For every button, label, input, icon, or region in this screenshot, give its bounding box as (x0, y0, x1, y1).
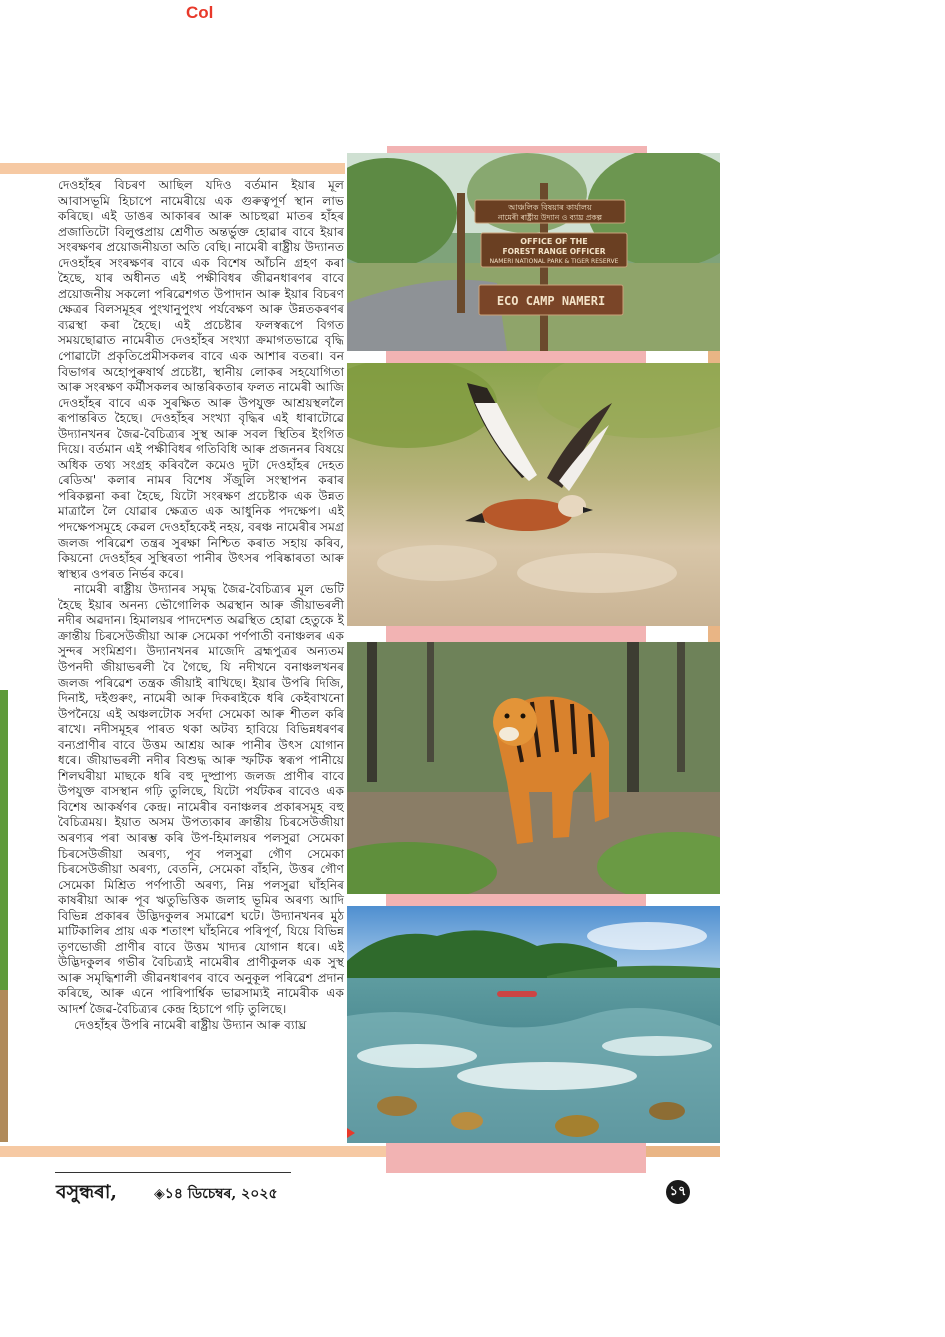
pink-band-2 (386, 626, 646, 642)
sign-line-1: আঞ্চলিক বিষয়াৰ কাৰ্যালয় (508, 203, 592, 212)
page-number: ১৭ (666, 1180, 690, 1204)
sign-office-2: FOREST RANGE OFFICER (502, 247, 606, 256)
bottom-pink-band (386, 1143, 646, 1173)
left-edge-photo-bleed (0, 690, 8, 1142)
pink-band-1 (386, 351, 646, 363)
sign-office-1: OFFICE OF THE (520, 237, 588, 246)
article-body (58, 178, 344, 1033)
column-label: Col (186, 3, 214, 22)
bottom-tan-band (646, 1146, 720, 1157)
article-paragraph: দেওহাঁহৰ উপৰি নামেৰী ৰাষ্ট্ৰীয় উদ্যান আৰু ব্যাঘ্ৰ (74, 1017, 307, 1032)
footer-magazine-name: বসুন্ধৰা, (56, 1181, 117, 1203)
tan-edge-1 (708, 351, 720, 363)
article-paragraph: দেওহাঁহৰ বিচৰণ আছিল যদিও বৰ্তমান ইয়াৰ মূল আবাসভূমি হিচাপে নামেৰীয়ে এক গুৰুত্বপূৰ্ণ স্থান লাভ কৰিছে। এই ডাঙৰ আকাৰৰ আৰু আচহুৱা মাতৰ হাঁহৰ প্ৰজাতিটো বিলুপ্তপ্ৰায় শ্ৰেণীত অন্তৰ্ভুক্ত হোৱাৰ বাবে ইয়াৰ সংৰক্ষণৰ প্ৰয়োজনীয়তা অতি বেছি। নামেৰী ৰাষ্ট্ৰীয় উদ্যানত দেওহাঁহৰ সংৰক্ষণৰ বাবে এক বিশেষ আঁচনি গ্ৰহণ কৰা হৈছে, যাৰ অধীনত এই পক্ষীবিধৰ জীৱনধাৰণৰ বাবে প্ৰয়োজনীয় সকলো পৰিৱেশগত উপাদান আৰু ইয়াৰ বিচৰণ ক্ষেত্ৰৰ বিলসমূহৰ পুংখানুপুংখ পৰ্যবেক্ষণ আৰু উন্নতকৰণৰ ব্যৱস্থা কৰা হৈছে। এই প্ৰচেষ্টাৰ ফলস্বৰূপে বিগত সময়ছোৱাত নামেৰীত দেওহাঁহৰ সংখ্যা ক্ৰমাগতভাৱে বৃদ্ধি পোৱাটো প্ৰকৃতিপ্ৰেমীসকলৰ বাবে এক আশাৰ বতৰা। বন বিভাগৰ অহোপুৰুষাৰ্থ প্ৰচেষ্টা, স্থানীয় লোকৰ সহযোগিতা আৰু সংৰক্ষণ কৰ্মীসকলৰ আন্তৰিকতাৰ ফলত নামেৰী আজি দেওহাঁহৰ বাবে এক সুৰক্ষিত আৰু উপযুক্ত আশ্ৰয়স্থললৈ ৰূপান্তৰিত হৈছে। দেওহাঁহৰ সংখ্যা বৃদ্ধিৰ এই ধাৰাটোৱে উদ্যানখনৰ জৈৱ-বৈচিত্ৰ্যৰ সুস্থ আৰু সবল স্থিতিৰ ইংগিত দিয়ে। বৰ্তমান এই পক্ষীবিধৰ গতিবিধি আৰু প্ৰজননৰ বিষয়ে অধিক তথ্য সংগ্ৰহ কৰিবলৈ কমেও দুটা দেওহাঁহৰ দেহত ৰেডিঅ' কলাৰ নামৰ বিশেষ সঁজুলি সংস্থাপন কৰাৰ পৰিকল্পনা কৰা হৈছে, যিটো সংৰক্ষণ প্ৰচেষ্টাক এক উন্নত মাত্ৰালৈ লৈ যোৱাৰ ক্ষেত্ৰত এক আধুনিক পদক্ষেপ। এই পদক্ষেপসমূহে কেৱল দেওহাঁহকেই নহয়, বৰঞ্চ নামেৰীৰ সমগ্ৰ জলজ পৰিৱেশ তন্ত্ৰৰ সুৰক্ষা নিশ্চিত কৰাত সহায় কৰিব, কিয়নো দেওহাঁহৰ সুস্থিৰতা পানীৰ উৎসৰ পৰিষ্কাৰতা আৰু স্বাস্থ্যৰ ওপৰত নিৰ্ভৰ কৰে। (58, 178, 344, 581)
footer-rule (55, 1172, 291, 1173)
sign-line-2: নামেৰী ৰাষ্ট্ৰীয় উদ্যান ও ব্যাঘ্ৰ প্ৰকল্প (498, 213, 602, 222)
bottom-peach-band (0, 1146, 388, 1157)
footer-date: ◈১৪ ডিচেম্বৰ, ২০২৫ (154, 1186, 278, 1202)
top-peach-band (0, 163, 345, 174)
sign-eco-camp: ECO CAMP NAMERI (496, 294, 606, 308)
photo-signboard (347, 153, 720, 351)
photo-ruddy-shelduck (347, 363, 720, 626)
pink-band-3 (386, 894, 646, 906)
photo-tiger (347, 642, 720, 894)
photo-jia-bharali-river (347, 906, 720, 1143)
sign-office-3: NAMERI NATIONAL PARK & TIGER RESERVE (489, 258, 619, 265)
tan-edge-2 (708, 626, 720, 642)
article-paragraph: নামেৰী ৰাষ্ট্ৰীয় উদ্যানৰ সমৃদ্ধ জৈৱ-বৈচিত্ৰ্যৰ মূল ভেটি হৈছে ইয়াৰ অনন্য ভৌগোলিক অৱস্থান আৰু জীয়াভৰলী নদীৰ অৱদান। হিমালয়ৰ পাদদেশত অৱস্থিত হোৱা হেতুকে ই ক্ৰান্তীয় চিৰসেউজীয়া আৰু সেমেকা পৰ্ণপাতী বনাঞ্চলৰ এক সুন্দৰ সংমিশ্ৰণ। উদ্যানখনৰ মাজেদি ব্ৰহ্মপুত্ৰৰ অন্যতম উপনদী জীয়াভৰলী বৈ গৈছে, যি নদীখনে বনাঞ্চলখনৰ জলজ পৰিৱেশ তন্ত্ৰক জীয়াই ৰাখিছে। ইয়াৰ উপৰি দিজি, দিনাই, দইগুৰুং, নামেৰী আৰু দিকৰাইকে ধৰি কেইবাখনো উপনৈয়ে এই অঞ্চলটোক সৰ্বদা সেমেকা আৰু শীতল কৰি ৰাখে। নদীসমূহৰ পাৰত থকা অটব্য হাবিয়ে বিভিন্নধৰণৰ বন্যপ্ৰাণীৰ বাবে উত্তম আশ্ৰয় আৰু পানীৰ উৎস যোগান ধৰে। জীয়াভৰলী নদীৰ বিশুদ্ধ আৰু স্ফটিক স্বৰূপ পানীয়ে শিলঘৰীয়া মাছকে ধৰি বহু দুষ্প্ৰাপ্য জলজ প্ৰাণীৰ বাবে উপযুক্ত বাসস্থান গঢ়ি তুলিছে, যিটো পৰ্যটকৰ বাবেও এক বিশেষ আকৰ্ষণৰ কেন্দ্ৰ। নামেৰীৰ বনাঞ্চলৰ প্ৰকাৰসমূহ বহু বৈচিত্ৰময়। ইয়াত অসম উপত্যকাৰ ক্ৰান্তীয় চিৰসেউজীয়া অৰণ্যৰ পৰা আৰম্ভ কৰি উপ-হিমালয়ৰ পলসুৱা সেমেকা চিৰসেউজীয়া অৰণ্য, পূব পলসুৱা গৌণ সেমেকা চিৰসেউজীয়া অৰণ্য, বেতনি, সেমেকা বাঁহনি, উত্তৰ গৌণ সেমেকা মিশ্ৰিত পৰ্ণপাতী অৰণ্য, নিম্ন পলসুৱা ঘাঁহনিৰ কাষৰীয়া আৰু পূব ঋতুভিত্তিক জলাহ ভূমিৰ অৰণ্য আদি বিভিন্ন প্ৰকাৰৰ উদ্ভিদকুলৰ সমাৱেশ ঘটে। উদ্যানখনৰ মুঠ মাটিকালিৰ প্ৰায় এক শতাংশ ঘাঁহনিৰে পৰিপূৰ্ণ, যিয়ে বিভিন্ন তৃণভোজী প্ৰাণীৰ বাবে উত্তম খাদ্যৰ যোগান ধৰে। এই উদ্ভিদকুলৰ গভীৰ বৈচিত্ৰ্যই নামেৰীৰ প্ৰাণীকুলক এক সুস্থ আৰু সমৃদ্ধিশালী জীৱনধাৰণৰ বাবে অনুকূল পৰিৱেশ প্ৰদান কৰিছে, আৰু এনে পাৰিপাৰ্শ্বিক ভাৱসাম্যই নামেৰীক এক আদৰ্শ জৈৱ-বৈচিত্ৰ্যৰ কেন্দ্ৰ হিচাপে গঢ়ি তুলিছে। (58, 582, 344, 1016)
